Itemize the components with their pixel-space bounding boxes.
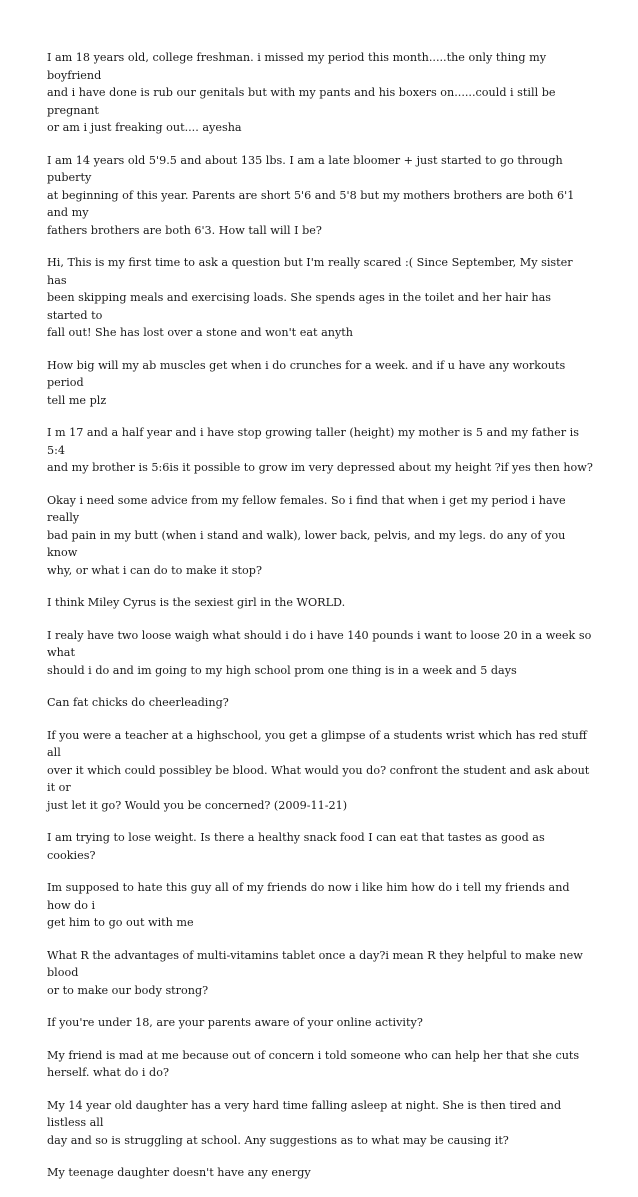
question-paragraph: Can fat chicks do cheerleading?	[47, 696, 229, 709]
question-paragraph: If you're under 18, are your parents aware of your online activity?	[47, 1016, 423, 1029]
document-body	[47, 49, 595, 1197]
question-paragraph: I am trying to lose weight. Is there a healthy snack food I can eat that tastes as good as cookies?	[47, 831, 545, 862]
question-paragraph: How big will my ab muscles get when i do crunches for a week. and if u have any workouts period tell me plz	[47, 358, 566, 407]
question-paragraph: I realy have two loose waigh what should i do i have 140 pounds i want to loose 20 in a week so what should i do and im going to my high school prom one thing is in a week and 5 days	[47, 628, 592, 677]
question-paragraph: If you were a teacher at a highschool, you get a glimpse of a students wrist which has red stuff all over it which could possibley be blood. What would you do? confront the student and ask about it or just let it go? Would you be concerned? (2009-11-21)	[47, 728, 590, 812]
question-paragraph: Hi, This is my first time to ask a question but I'm really scared :( Since September, My sister has been skipping meals and exercising loads. She spends ages in the toilet and her hair has started to fall out! She has lost over a stone and won't eat anyth	[47, 256, 573, 339]
question-paragraph: What R the advantages of multi-vitamins tablet once a day?i mean R they helpful to make new blood or to make our body strong?	[47, 948, 583, 997]
question-paragraph: I am 18 years old, college freshman. i missed my period this month.....the only thing my boyfriend and i have done is rub our genitals but with my pants and his boxers on......could i still be pregnant or am i just freaking out.... ayesha	[47, 51, 556, 134]
question-paragraph: Okay i need some advice from my fellow females. So i find that when i get my period i have really bad pain in my butt (when i stand and walk), lower back, pelvis, and my legs. do any of you know why, or what i can do to make it stop?	[47, 493, 566, 577]
question-paragraph: I am 14 years old 5'9.5 and about 135 lbs. I am a late bloomer + just started to go through puberty at beginning of this year. Parents are short 5'6 and 5'8 but my mothers brothers are both 6'1 and my fathers brothers are both 6'3. How tall will I be?	[47, 153, 575, 237]
question-paragraph: My 14 year old daughter has a very hard time falling asleep at night. She is then tired and listless all day and so is struggling at school. Any suggestions as to what may be causing it?	[47, 1098, 562, 1147]
question-paragraph: Im supposed to hate this guy all of my friends do now i like him how do i tell my friends and how do i get him to go out with me	[47, 881, 570, 929]
question-paragraph: My friend is mad at me because out of concern i told someone who can help her that she cuts herself. what do i do?	[47, 1048, 580, 1079]
question-paragraph: My teenage daughter doesn't have any energy	[47, 1166, 311, 1179]
question-paragraph: I m 17 and a half year and i have stop growing taller (height) my mother is 5 and my father is 5:4 and my brother is 5:6is it possible to grow im very depressed about my height ?if yes then how?	[47, 426, 593, 474]
question-paragraph: I think Miley Cyrus is the sexiest girl in the WORLD.	[47, 596, 346, 609]
